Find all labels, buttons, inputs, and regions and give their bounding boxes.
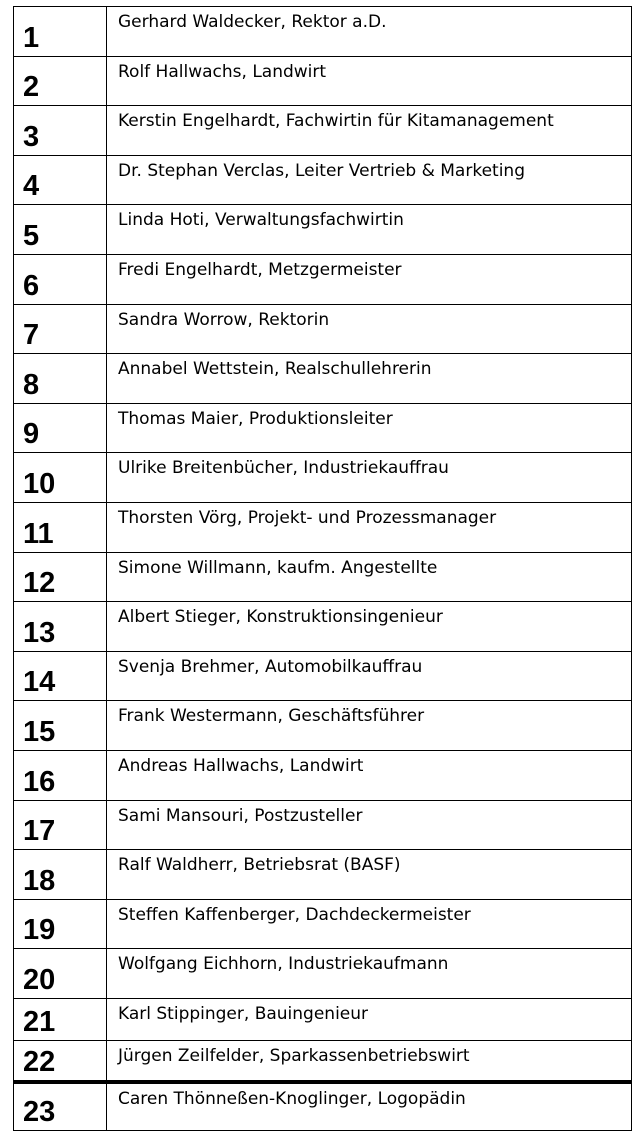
row-number-cell	[14, 453, 107, 503]
table-row	[14, 1040, 632, 1082]
candidate-name-occupation: Ulrike Breitenbücher, Industriekauffrau	[118, 458, 449, 479]
row-number: 21	[23, 1005, 56, 1038]
candidate-name-occupation: Frank Westermann, Geschäftsführer	[118, 706, 425, 727]
candidate-list-table	[13, 6, 632, 1131]
row-number-cell	[14, 106, 107, 156]
candidate-name-occupation: Rolf Hallwachs, Landwirt	[118, 61, 327, 82]
row-entry-cell	[107, 701, 632, 751]
row-number-cell	[14, 205, 107, 255]
row-number: 23	[23, 1095, 56, 1128]
candidate-name-occupation: Sami Mansouri, Postzusteller	[118, 805, 363, 826]
row-number-cell	[14, 1040, 107, 1082]
row-number: 18	[23, 864, 56, 897]
row-entry-cell	[107, 7, 632, 57]
table-row	[14, 106, 632, 156]
candidate-name-occupation: Kerstin Engelhardt, Fachwirtin für Kitamanagement	[118, 111, 554, 132]
row-number: 7	[23, 319, 40, 352]
table-row	[14, 354, 632, 404]
candidate-name-occupation: Fredi Engelhardt, Metzgermeister	[118, 259, 402, 280]
row-entry-cell	[107, 502, 632, 552]
table-row	[14, 304, 632, 354]
row-number: 19	[23, 914, 56, 947]
row-number: 4	[23, 170, 40, 203]
candidate-name-occupation: Annabel Wettstein, Realschullehrerin	[118, 359, 432, 380]
table-row	[14, 155, 632, 205]
row-number-cell	[14, 7, 107, 57]
table-row	[14, 254, 632, 304]
row-number: 6	[23, 269, 40, 302]
table-row	[14, 800, 632, 850]
row-number-cell	[14, 354, 107, 404]
row-entry-cell	[107, 602, 632, 652]
row-number-cell	[14, 949, 107, 999]
candidate-name-occupation: Wolfgang Eichhorn, Industriekaufmann	[118, 954, 449, 975]
candidate-name-occupation: Thorsten Vörg, Projekt- und Prozessmanager	[118, 507, 497, 528]
row-entry-cell	[107, 750, 632, 800]
row-number: 8	[23, 368, 40, 401]
row-entry-cell	[107, 1040, 632, 1082]
candidate-name-occupation: Steffen Kaffenberger, Dachdeckermeister	[118, 904, 471, 925]
table-row	[14, 701, 632, 751]
table-row	[14, 850, 632, 900]
table-row	[14, 552, 632, 602]
row-entry-cell	[107, 800, 632, 850]
row-number: 2	[23, 71, 40, 104]
row-number-cell	[14, 552, 107, 602]
row-number: 15	[23, 715, 56, 748]
row-number: 10	[23, 467, 56, 500]
row-entry-cell	[107, 56, 632, 106]
table-row	[14, 651, 632, 701]
row-number-cell	[14, 1082, 107, 1130]
candidate-name-occupation: Sandra Worrow, Rektorin	[118, 309, 330, 330]
row-number: 22	[23, 1046, 56, 1079]
table-row	[14, 502, 632, 552]
row-number-cell	[14, 750, 107, 800]
table-row	[14, 453, 632, 503]
candidate-name-occupation: Jürgen Zeilfelder, Sparkassenbetriebswirt	[118, 1045, 470, 1066]
row-number: 12	[23, 567, 56, 600]
row-entry-cell	[107, 850, 632, 900]
row-number: 16	[23, 765, 56, 798]
table-row	[14, 205, 632, 255]
row-entry-cell	[107, 254, 632, 304]
candidate-name-occupation: Linda Hoti, Verwaltungsfachwirtin	[118, 210, 404, 231]
row-number: 5	[23, 219, 40, 252]
row-number-cell	[14, 502, 107, 552]
row-entry-cell	[107, 1082, 632, 1130]
row-entry-cell	[107, 453, 632, 503]
row-entry-cell	[107, 304, 632, 354]
candidate-name-occupation: Simone Willmann, kaufm. Angestellte	[118, 557, 438, 578]
row-number-cell	[14, 602, 107, 652]
row-number: 11	[23, 517, 54, 550]
row-entry-cell	[107, 949, 632, 999]
row-number-cell	[14, 403, 107, 453]
table-row	[14, 750, 632, 800]
row-entry-cell	[107, 403, 632, 453]
row-entry-cell	[107, 205, 632, 255]
row-entry-cell	[107, 998, 632, 1040]
table-row	[14, 602, 632, 652]
row-entry-cell	[107, 651, 632, 701]
candidate-name-occupation: Albert Stieger, Konstruktionsingenieur	[118, 607, 443, 628]
table-row	[14, 998, 632, 1040]
table-row	[14, 56, 632, 106]
candidate-name-occupation: Ralf Waldherr, Betriebsrat (BASF)	[118, 855, 401, 876]
row-number: 13	[23, 616, 56, 649]
table-row	[14, 1082, 632, 1130]
candidate-name-occupation: Caren Thönneßen-Knoglinger, Logopädin	[118, 1089, 466, 1110]
candidate-name-occupation: Karl Stippinger, Bauingenieur	[118, 1003, 369, 1024]
row-entry-cell	[107, 354, 632, 404]
row-number-cell	[14, 899, 107, 949]
row-number-cell	[14, 701, 107, 751]
row-entry-cell	[107, 106, 632, 156]
candidate-name-occupation: Svenja Brehmer, Automobilkauffrau	[118, 656, 423, 677]
row-entry-cell	[107, 552, 632, 602]
row-number-cell	[14, 998, 107, 1040]
row-number-cell	[14, 651, 107, 701]
row-number: 20	[23, 963, 56, 996]
row-number-cell	[14, 800, 107, 850]
row-number-cell	[14, 254, 107, 304]
candidate-name-occupation: Andreas Hallwachs, Landwirt	[118, 755, 364, 776]
row-number: 14	[23, 666, 56, 699]
row-number: 9	[23, 418, 40, 451]
row-entry-cell	[107, 155, 632, 205]
table-row	[14, 403, 632, 453]
table-row	[14, 899, 632, 949]
table-row	[14, 7, 632, 57]
row-number-cell	[14, 304, 107, 354]
candidate-name-occupation: Gerhard Waldecker, Rektor a.D.	[118, 12, 387, 32]
table-row	[14, 949, 632, 999]
row-number-cell	[14, 56, 107, 106]
candidate-name-occupation: Thomas Maier, Produktionsleiter	[118, 408, 393, 429]
row-number: 1	[23, 21, 40, 54]
row-number-cell	[14, 850, 107, 900]
row-number: 3	[23, 120, 40, 153]
row-number-cell	[14, 155, 107, 205]
row-number: 17	[23, 815, 56, 848]
candidate-name-occupation: Dr. Stephan Verclas, Leiter Vertrieb & Marketing	[118, 160, 525, 181]
row-entry-cell	[107, 899, 632, 949]
